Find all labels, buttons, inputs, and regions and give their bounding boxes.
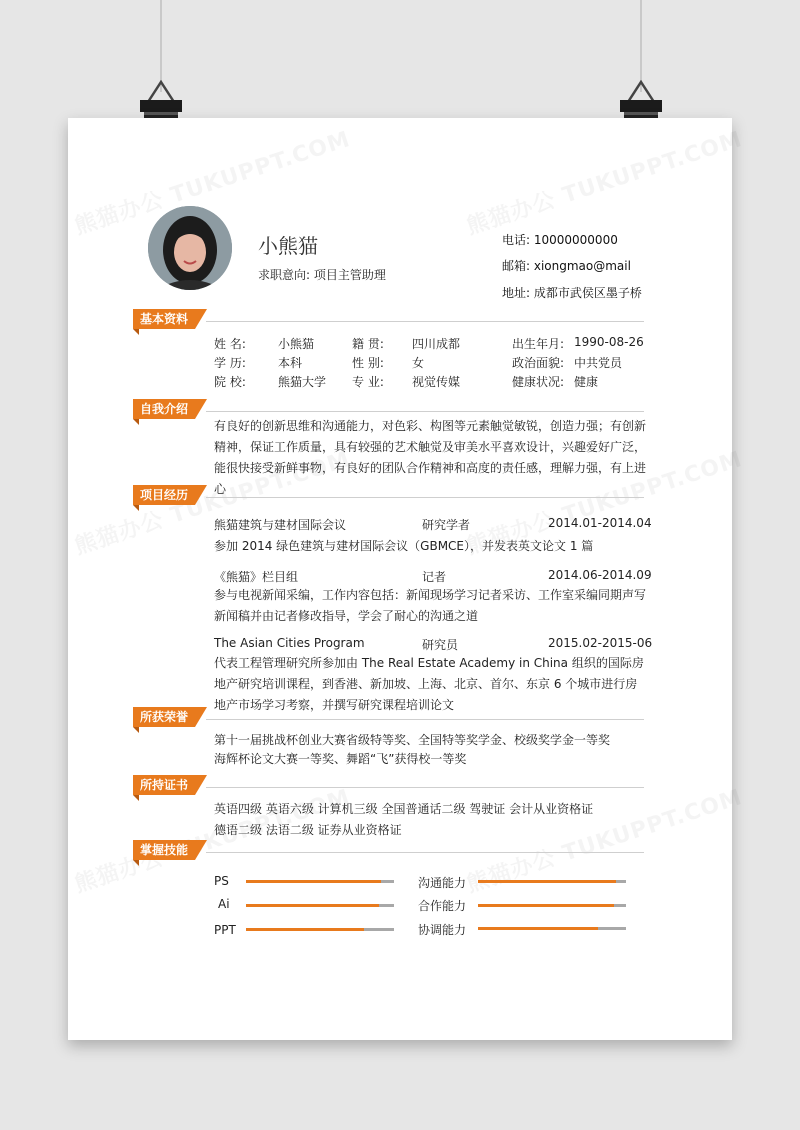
project-period: 2014.01-2014.04 bbox=[548, 516, 652, 530]
skill-bar bbox=[246, 904, 394, 907]
section-divider bbox=[206, 719, 644, 720]
hanging-string-right bbox=[640, 0, 642, 92]
major-value: 视觉传媒 bbox=[412, 375, 461, 389]
section-tab-fold bbox=[133, 505, 139, 511]
name-label: 姓 名: bbox=[214, 337, 246, 351]
skill-bar-fill bbox=[478, 927, 598, 930]
section-title-projects: 项目经历 bbox=[133, 485, 195, 505]
section-divider bbox=[206, 852, 644, 853]
skill-bar-fill bbox=[246, 880, 381, 883]
project-description: 参加 2014 绿色建筑与建材国际会议（GBMCE），并发表英文论文 1 篇 bbox=[214, 539, 594, 553]
project-role: 研究学者 bbox=[422, 518, 471, 532]
section-divider bbox=[206, 787, 644, 788]
section-divider bbox=[206, 411, 644, 412]
project-period: 2014.06-2014.09 bbox=[548, 568, 652, 582]
health-label: 健康状况: bbox=[512, 375, 565, 389]
major-label: 专 业: bbox=[352, 375, 384, 389]
skill-name: Ai bbox=[218, 897, 230, 911]
project-role: 记者 bbox=[422, 570, 447, 584]
skill-bar bbox=[246, 880, 394, 883]
section-title-skills: 掌握技能 bbox=[133, 840, 195, 860]
birth-label: 出生年月: bbox=[512, 337, 565, 351]
project-description: 代表工程管理研究所参加由 The Real Estate Academy in China 组织的国际房地产研究培训课程，到香港、新加坡、上海、北京、首尔、东京 6 个城市进行房地产市场学习考察，并撰写研究课程培训论文 bbox=[214, 656, 644, 712]
section-title-intro: 自我介绍 bbox=[133, 399, 195, 419]
section-tab-fold bbox=[133, 329, 139, 335]
project-description: 参与电视新闻采编，工作内容包括：新闻现场学习记者采访、工作室采编同期声写新闻稿并由记者修改指导，学会了耐心的沟通之道 bbox=[214, 588, 647, 623]
school-value: 熊猫大学 bbox=[278, 375, 327, 389]
section-tab-fold bbox=[133, 419, 139, 425]
project-org: The Asian Cities Program bbox=[214, 636, 365, 650]
project-period: 2015.02-2015-06 bbox=[548, 636, 653, 650]
section-tab-fold bbox=[133, 860, 139, 866]
job-intent bbox=[258, 266, 386, 283]
skill-bar-fill bbox=[478, 904, 614, 907]
gender-value: 女 bbox=[412, 356, 425, 370]
project-role: 研究员 bbox=[422, 638, 459, 652]
health-value: 健康 bbox=[574, 375, 599, 389]
address: 地址: 成都市武侯区墨子桥 bbox=[502, 286, 642, 300]
gender-label: 性 别: bbox=[352, 356, 384, 370]
section-title-basic: 基本资料 bbox=[133, 309, 195, 329]
skill-bar bbox=[246, 928, 394, 931]
watermark bbox=[462, 122, 746, 241]
job-intent-value: 项目主管助理 bbox=[313, 268, 386, 282]
skill-bar bbox=[478, 904, 626, 907]
name-value: 小熊猫 bbox=[278, 337, 315, 351]
section-tab-fold bbox=[133, 795, 139, 801]
skill-bar bbox=[478, 880, 626, 883]
cert-line: 英语四级 英语六级 计算机三级 全国普通话二级 驾驶证 会计从业资格证 bbox=[214, 802, 594, 816]
section-tab-fold bbox=[133, 727, 139, 733]
section-title-certs: 所持证书 bbox=[133, 775, 195, 795]
skill-name: PS bbox=[214, 874, 229, 888]
skill-name: 协调能力 bbox=[418, 923, 467, 937]
self-intro-text: 有良好的创新思维和沟通能力，对色彩、构图等元素触觉敏锐，创造力强；有创新精神，保证工作质量，具有较强的艺术触觉及审美水平喜欢设计，兴趣爱好广泛，能很快接受新鲜事物，有良好的团队合作精神和高度的责任感，理解力强，有上进心 bbox=[214, 419, 647, 496]
section-divider bbox=[206, 497, 644, 498]
project-org: 《熊猫》栏目组 bbox=[214, 570, 299, 584]
honor-item: 第十一届挑战杯创业大赛省级特等奖、全国特等奖学金、校级奖学金一等奖 bbox=[214, 733, 611, 747]
skill-bar-fill bbox=[478, 880, 616, 883]
phone: 电话: 10000000000 bbox=[502, 233, 618, 247]
resume-paper bbox=[68, 118, 732, 1040]
email: 邮箱: xiongmao@mail bbox=[502, 259, 631, 273]
origin-value: 四川成都 bbox=[412, 337, 461, 351]
skill-name: 合作能力 bbox=[418, 899, 467, 913]
honor-item: 海辉杯论文大赛一等奖、舞蹈“飞”获得校一等奖 bbox=[214, 752, 467, 766]
skill-bar-fill bbox=[246, 904, 379, 907]
birth-value: 1990-08-26 bbox=[574, 335, 644, 349]
skill-name: PPT bbox=[214, 923, 236, 937]
section-divider bbox=[206, 321, 644, 322]
profile-photo-icon bbox=[148, 206, 232, 290]
education-label: 学 历: bbox=[214, 356, 246, 370]
candidate-name: 小熊猫 bbox=[258, 234, 318, 258]
politics-label: 政治面貌: bbox=[512, 356, 565, 370]
origin-label: 籍 贯: bbox=[352, 337, 384, 351]
politics-value: 中共党员 bbox=[574, 356, 623, 370]
avatar bbox=[148, 206, 232, 290]
project-org: 熊猫建筑与建材国际会议 bbox=[214, 518, 347, 532]
skill-name: 沟通能力 bbox=[418, 876, 467, 890]
job-intent-label: 求职意向: bbox=[258, 268, 311, 282]
cert-line: 德语二级 法语二级 证券从业资格证 bbox=[214, 823, 402, 837]
skill-bar-fill bbox=[246, 928, 364, 931]
hanging-string-left bbox=[160, 0, 162, 92]
school-label: 院 校: bbox=[214, 375, 246, 389]
education-value: 本科 bbox=[278, 356, 303, 370]
section-title-honors: 所获荣誉 bbox=[133, 707, 195, 727]
skill-bar bbox=[478, 927, 626, 930]
